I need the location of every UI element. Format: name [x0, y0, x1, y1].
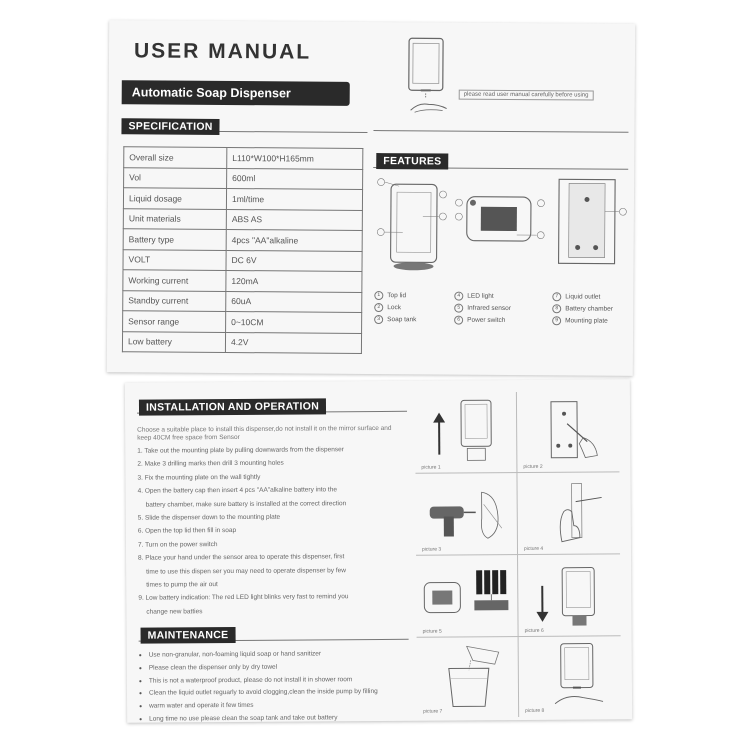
top-divider: [373, 130, 628, 133]
spec-row: [122, 331, 361, 353]
spec-value: DC 6V: [226, 250, 362, 271]
spec-label: Vol: [124, 167, 227, 188]
feature-label: Mounting plate: [565, 317, 608, 325]
features-diagram: [372, 172, 631, 274]
picture-7-illustration: [437, 644, 513, 709]
spec-label: Overall size: [124, 147, 227, 168]
install-step: 6. Open the top lid then fill in soap: [137, 527, 237, 536]
feature-legend-item: [374, 303, 401, 312]
install-step: change new batties: [146, 608, 203, 616]
install-intro: Choose a suitable place to install this dispenser,do not install it on the mirror surface and keep 40CM free space from Sensor: [137, 424, 392, 442]
feature-label: Battery chamber: [565, 305, 613, 313]
picture-label: picture 4: [523, 545, 544, 552]
maintenance-item: ● This is not a waterproof product, please do not install it in shower room: [139, 673, 407, 688]
picture-2-illustration: [531, 397, 611, 464]
feature-legend-item: [454, 304, 511, 313]
feature-number: 5: [454, 304, 463, 313]
spec-value: ABS AS: [226, 209, 362, 230]
manual-page-1: [107, 20, 635, 376]
spec-heading: SPECIFICATION: [121, 118, 219, 135]
feature-legend-item: [552, 292, 600, 301]
install-step: 1. Take out the mounting plate by pulling downwards from the dispenser: [137, 446, 344, 455]
spec-row: [123, 270, 362, 292]
install-pictures: [415, 391, 621, 717]
spec-value: 4.2V: [225, 332, 361, 353]
feature-number: 4: [454, 292, 463, 301]
spec-row: [123, 188, 362, 210]
feature-number: 7: [552, 292, 561, 301]
features-heading: FEATURES: [376, 153, 448, 170]
picture-8-illustration: [533, 641, 613, 708]
feature-number: 1: [374, 291, 383, 300]
install-step: 2. Make 3 drilling marks then drill 3 mounting holes: [137, 460, 284, 469]
spec-value: 120mA: [226, 270, 362, 291]
feature-label: Lock: [387, 304, 401, 312]
feature-label: Infrared sensor: [467, 304, 511, 312]
install-step: 4. Open the battery cap then insert 4 pcs "AA"alkaline battery into the: [137, 486, 337, 495]
picture-label: picture 2: [523, 463, 543, 470]
picture-3-illustration: [426, 484, 512, 545]
picture-label: picture 3: [421, 546, 442, 553]
spec-row: [124, 147, 363, 169]
spec-label: Liquid dosage: [123, 188, 226, 209]
feature-legend-item: [454, 292, 493, 301]
spec-label: Battery type: [123, 229, 226, 250]
install-step: 3. Fix the mounting plate on the wall tightly: [137, 473, 261, 482]
dispenser-hand-illustration: [399, 36, 460, 116]
spec-value: 4pcs "AA"alkaline: [226, 229, 362, 250]
spec-label: Standby current: [123, 290, 226, 311]
feature-number: 3: [374, 315, 383, 324]
feature-label: LED light: [467, 292, 494, 300]
install-step: 9. Low battery indication: The red LED light blinks very fast to remind you: [138, 593, 349, 603]
install-step: 7. Turn on the power switch: [137, 540, 218, 549]
spec-value: 600ml: [227, 168, 363, 189]
maintenance-list: [139, 648, 408, 723]
feature-label: Power switch: [467, 316, 506, 324]
picture-1-illustration: [429, 398, 509, 465]
feature-number: 8: [552, 304, 561, 313]
picture-6-illustration: [532, 563, 612, 630]
feature-label: Soap tank: [387, 316, 417, 324]
maintenance-item: ● Clean the liquid outlet reguarly to avoid clogging,clean the inside pump by filling: [139, 686, 407, 701]
feature-legend-item: [454, 316, 505, 325]
install-step: 5. Slide the dispenser down to the mounting plate: [137, 513, 281, 522]
feature-number: 9: [552, 316, 561, 325]
install-step: times to pump the air out: [146, 581, 218, 589]
feature-legend-item: [374, 315, 416, 324]
picture-label: picture 6: [524, 627, 544, 634]
picture-4-illustration: [532, 481, 612, 546]
feature-label: Liquid outlet: [565, 293, 601, 301]
install-step: battery chamber, make sure battery is installed at the correct direction: [145, 499, 347, 509]
spec-label: Working current: [123, 270, 226, 291]
spec-value: 1ml/time: [226, 188, 362, 209]
feature-number: 6: [454, 316, 463, 325]
picture-label: picture 1: [421, 464, 441, 471]
spec-row: [123, 311, 362, 333]
spec-label: Low battery: [122, 331, 225, 352]
top-note: please read user manual carefully before using: [459, 90, 594, 101]
feature-legend-item: [552, 316, 608, 325]
product-name-bar: Automatic Soap Dispenser: [122, 80, 350, 106]
spec-label: Unit materials: [123, 208, 226, 229]
spec-label: Sensor range: [123, 311, 226, 332]
install-step: 8. Place your hand under the sensor area to operate this dispenser, first: [138, 553, 345, 562]
maintenance-item: ● Please clean the dispenser only by dry towel: [139, 661, 407, 676]
manual-title: USER MANUAL: [133, 39, 312, 64]
install-steps: [137, 443, 403, 619]
spec-label: VOLT: [123, 249, 226, 270]
spec-row: [123, 229, 362, 251]
maintenance-item: ● warm water and operate it few times: [139, 699, 407, 714]
maint-heading: MAINTENANCE: [141, 627, 236, 644]
feature-number: 2: [374, 303, 383, 312]
maintenance-item: ● Long time no use please clean the soap tank and take out battery: [139, 712, 407, 723]
spec-value: 60uA: [226, 291, 362, 312]
feature-label: Top lid: [387, 292, 407, 300]
install-heading: INSTALLATION AND OPERATION: [139, 398, 326, 415]
spec-row: [123, 290, 362, 312]
install-step: time to use this dispen ser you may need to operate dispenser by few: [146, 566, 346, 576]
maintenance-item: ● Use non-granular, non-foaming liquid soap or hand sanitizer: [139, 648, 407, 663]
manual-page-2: [125, 379, 632, 723]
picture-label: picture 8: [525, 707, 545, 714]
spec-row: [124, 167, 363, 189]
spec-row: [123, 249, 362, 271]
picture-label: picture 7: [423, 708, 443, 715]
spec-value: L110*W100*H165mm: [227, 147, 363, 168]
spec-row: [123, 208, 362, 230]
feature-legend-item: [374, 291, 406, 300]
picture-label: picture 5: [422, 628, 442, 635]
spec-value: 0~10CM: [226, 311, 362, 332]
picture-5-illustration: [420, 568, 514, 629]
spec-table: [122, 146, 363, 354]
feature-legend-item: [552, 304, 613, 313]
